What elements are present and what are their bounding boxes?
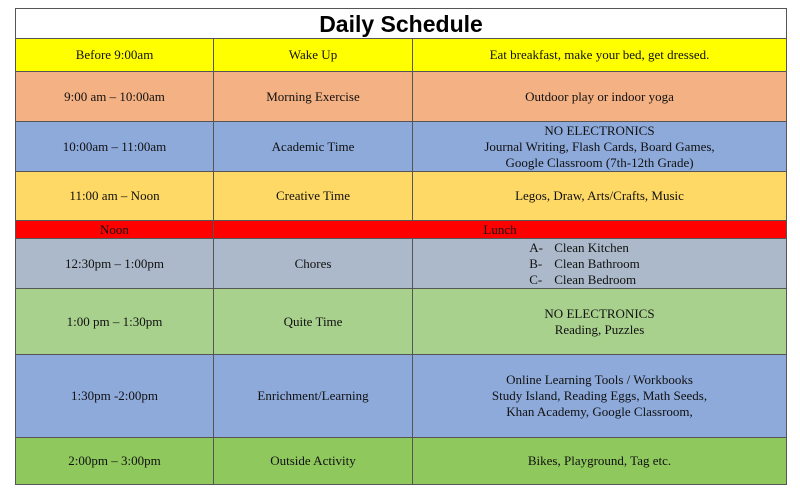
details-line: NO ELECTRONICS <box>544 122 655 138</box>
details-line: NO ELECTRONICS <box>544 305 655 321</box>
details-cell <box>413 355 786 437</box>
details-line: Khan Academy, Google Classroom, <box>506 404 693 419</box>
activity-text: Lunch <box>483 221 517 237</box>
activity-cell <box>214 172 413 220</box>
details-cell <box>413 39 786 71</box>
activity-cell <box>214 289 413 354</box>
time-text: 2:00pm – 3:00pm <box>68 453 161 468</box>
details-line: Outdoor play or indoor yoga <box>525 88 674 104</box>
time-cell <box>16 72 214 121</box>
list-text: Clean Bathroom <box>554 255 640 271</box>
schedule-row-wake-up <box>16 39 786 72</box>
details-line: Journal Writing, Flash Cards, Board Games, <box>484 138 715 154</box>
details-line: Eat breakfast, make your bed, get dressed. <box>489 47 710 62</box>
time-cell <box>16 438 214 484</box>
time-text: Before 9:00am <box>75 47 154 62</box>
list-item <box>529 240 629 256</box>
time-cell <box>16 122 214 171</box>
details-line: Legos, Draw, Arts/Crafts, Music <box>515 188 684 203</box>
schedule-row-outside-activity <box>16 438 786 484</box>
time-cell <box>16 39 214 71</box>
details-cell <box>413 122 786 171</box>
schedule-row-morning-exercise <box>16 72 786 122</box>
activity-cell <box>214 438 413 484</box>
chores-list <box>529 240 640 288</box>
activity-text: Creative Time <box>275 188 351 203</box>
details-line: Bikes, Playground, Tag etc. <box>527 453 672 468</box>
time-text: 9:00 am – 10:00am <box>64 88 165 104</box>
activity-text: Chores <box>294 255 332 271</box>
details-cell <box>413 438 786 484</box>
schedule-row-enrichment <box>16 355 786 438</box>
details-cell <box>413 72 786 121</box>
details-line: Reading, Puzzles <box>554 321 645 337</box>
time-cell <box>16 221 214 238</box>
activity-text: Academic Time <box>271 138 355 154</box>
schedule-row-quiet-time <box>16 289 786 355</box>
details-cell <box>413 289 786 354</box>
schedule-row-chores <box>16 239 786 289</box>
details-cell <box>413 172 786 220</box>
activity-text: Enrichment/Learning <box>257 388 369 403</box>
activity-text: Morning Exercise <box>266 88 360 104</box>
schedule-row-lunch <box>16 221 786 239</box>
activity-text: Outside Activity <box>270 453 356 468</box>
schedule-sheet <box>15 8 787 485</box>
time-cell <box>16 172 214 220</box>
activity-text: Wake Up <box>288 47 338 62</box>
time-cell <box>16 239 214 288</box>
activity-cell <box>214 221 786 238</box>
list-text: Clean Kitchen <box>554 239 629 255</box>
time-text: 1:00 pm – 1:30pm <box>66 313 163 329</box>
details-line: Google Classroom (7th-12th Grade) <box>505 154 694 170</box>
time-text: 1:30pm -2:00pm <box>70 388 159 403</box>
activity-cell <box>214 72 413 121</box>
schedule-row-academic-time <box>16 122 786 172</box>
page-title: Daily Schedule <box>16 9 786 39</box>
activity-cell <box>214 122 413 171</box>
time-cell <box>16 289 214 354</box>
details-cell <box>413 239 786 288</box>
list-item <box>529 272 636 288</box>
time-text: 12:30pm – 1:00pm <box>65 255 164 271</box>
list-item <box>529 256 640 272</box>
list-marker: C- <box>529 271 543 287</box>
activity-text: Quite Time <box>283 313 343 329</box>
time-text: 11:00 am – Noon <box>69 188 160 203</box>
time-text: Noon <box>100 221 129 237</box>
list-text: Clean Bedroom <box>554 271 637 287</box>
details-line: Study Island, Reading Eggs, Math Seeds, <box>491 388 708 403</box>
activity-cell <box>214 355 413 437</box>
list-marker: B- <box>529 255 543 271</box>
activity-cell <box>214 39 413 71</box>
time-text: 10:00am – 11:00am <box>62 138 167 154</box>
time-cell <box>16 355 214 437</box>
schedule-row-creative-time <box>16 172 786 221</box>
list-marker: A- <box>529 239 543 255</box>
activity-cell <box>214 239 413 288</box>
details-line: Online Learning Tools / Workbooks <box>506 372 693 387</box>
